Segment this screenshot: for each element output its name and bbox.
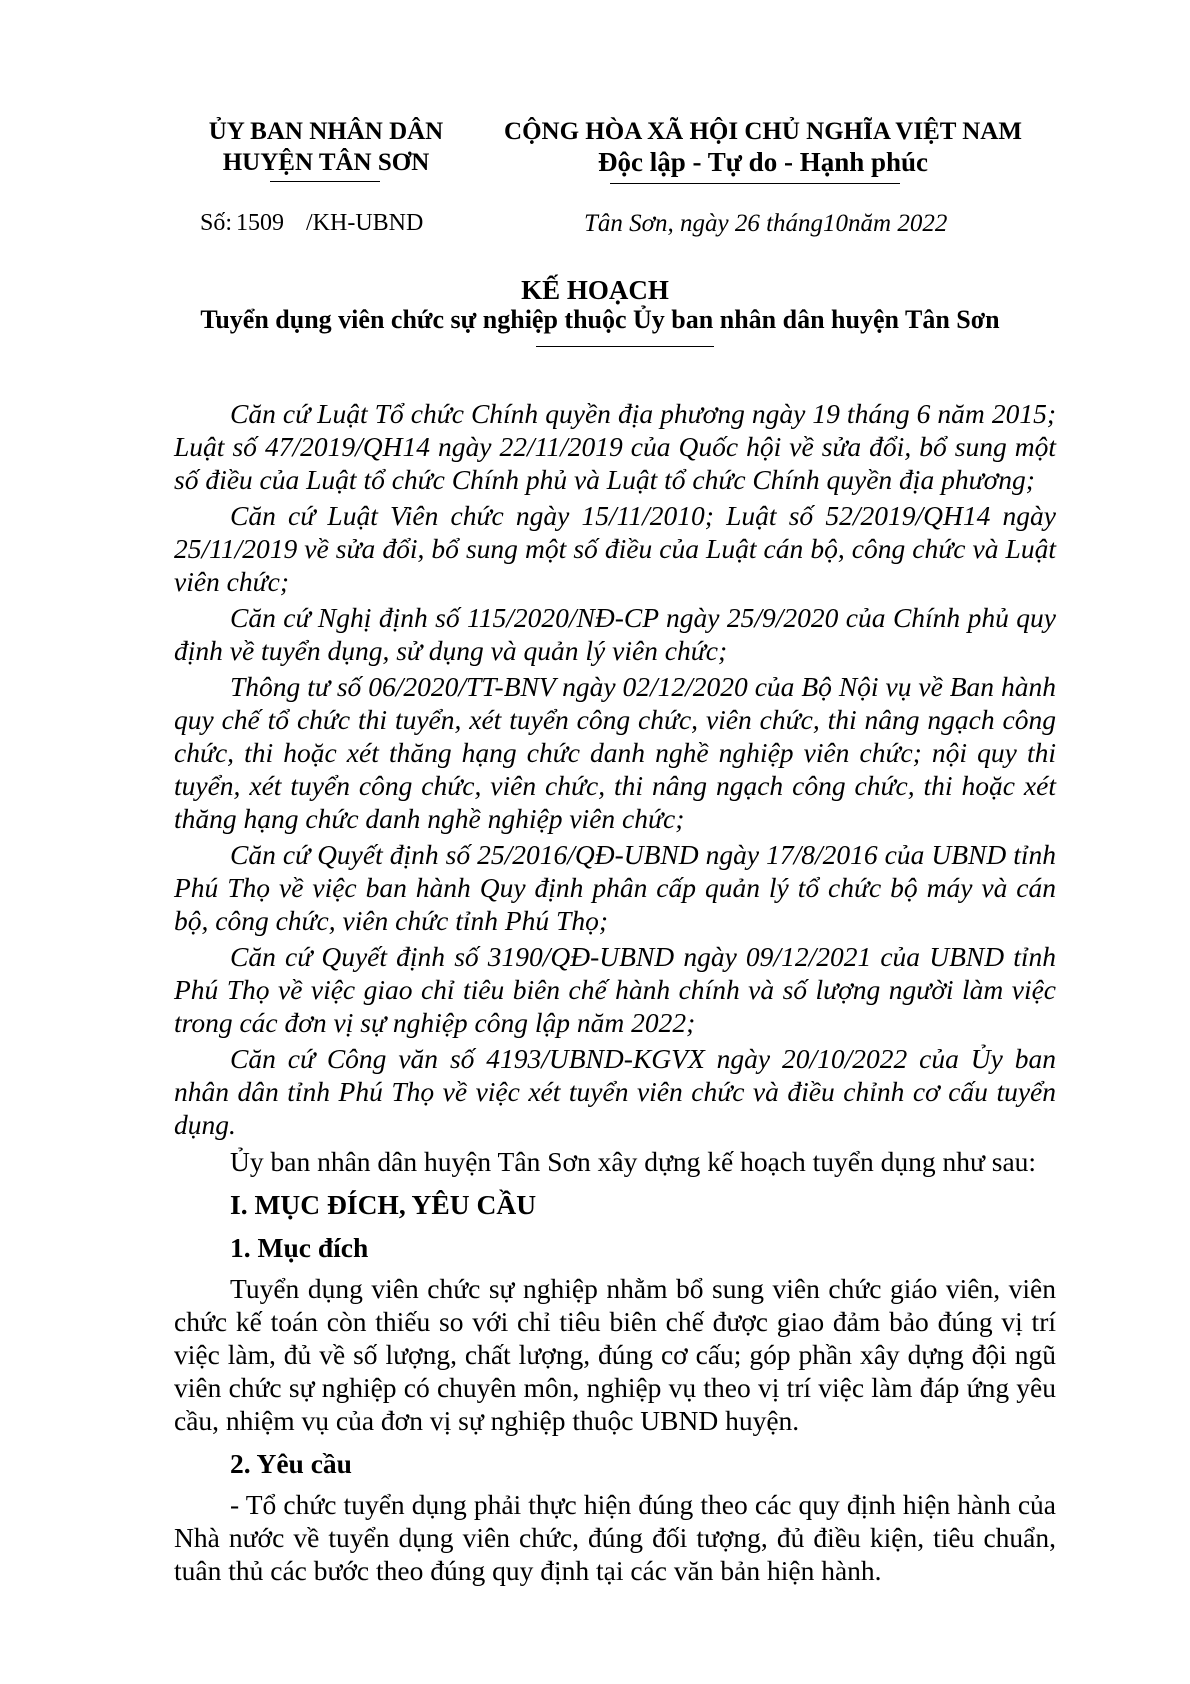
title-underline <box>536 346 714 347</box>
motto: Độc lập - Tự do - Hạnh phúc <box>597 147 929 177</box>
legal-basis-paragraph: Căn cứ Nghị định số 115/2020/NĐ-CP ngày 25/9/2020 của Chính phủ quy định về tuyển dụng, sử dụng và quản lý viên chức; <box>174 602 1056 666</box>
national-motto <box>498 116 1028 178</box>
document-number <box>200 210 423 237</box>
document-subtitle: Tuyển dụng viên chức sự nghiệp thuộc Ủy ban nhân dân huyện Tân Sơn <box>200 305 1000 334</box>
legal-basis-paragraph: Căn cứ Quyết định số 25/2016/QĐ-UBND ngày 17/8/2016 của UBND tỉnh Phú Thọ về việc ban hành Quy định phân cấp quản lý tổ chức bộ máy và cán bộ, công chức, viên chức tỉnh Phú Thọ; <box>174 839 1056 936</box>
document-title: KẾ HOẠCH <box>521 275 669 305</box>
intro-paragraph: Ủy ban nhân dân huyện Tân Sơn xây dựng kế hoạch tuyển dụng như sau: <box>230 1146 1037 1177</box>
authority-line-1: ỦY BAN NHÂN DÂN <box>208 118 444 145</box>
issuing-authority <box>176 116 476 178</box>
doc-number-suffix: /KH-UBND <box>306 210 424 236</box>
doc-number-label: Số: <box>200 210 233 236</box>
motto-underline <box>610 183 900 184</box>
legal-basis-paragraph: Căn cứ Quyết định số 3190/QĐ-UBND ngày 09/12/2021 của UBND tỉnh Phú Thọ về việc giao chỉ tiêu biên chế hành chính và số lượng người làm việc trong các đơn vị sự nghiệp công lập năm 2022; <box>174 941 1056 1038</box>
legal-basis-paragraph: Căn cứ Luật Viên chức ngày 15/11/2010; Luật số 52/2019/QH14 ngày 25/11/2019 về sửa đổi, bổ sung một số điều của Luật cán bộ, công chức và Luật viên chức; <box>174 500 1056 597</box>
authority-line-2: HUYỆN TÂN SƠN <box>222 149 430 176</box>
legal-basis-paragraph: Căn cứ Luật Tổ chức Chính quyền địa phương ngày 19 tháng 6 năm 2015; Luật số 47/2019/QH14 ngày 22/11/2019 của Quốc hội về sửa đổi, bổ sung một số điều của Luật tổ chức Chính phủ và Luật tổ chức Chính quyền địa phương; <box>174 398 1056 495</box>
nation-name: CỘNG HÒA XÃ HỘI CHỦ NGHĨA VIỆT NAM <box>504 118 1022 145</box>
doc-number-value: 1509 <box>236 210 285 236</box>
subsection-heading: 2. Yêu cầu <box>230 1448 352 1479</box>
body-paragraph: - Tổ chức tuyển dụng phải thực hiện đúng theo các quy định hiện hành của Nhà nước về tuyển dụng viên chức, đúng đối tượng, đủ điều kiện, tiêu chuẩn, tuân thủ các bước theo đúng quy định tại các văn bản hiện hành. <box>174 1489 1056 1586</box>
body-paragraph: Tuyển dụng viên chức sự nghiệp nhằm bổ sung viên chức giáo viên, viên chức kế toán còn thiếu so với chỉ tiêu biên chế được giao đảm bảo đúng vị trí việc làm, đủ về số lượng, chất lượng, đúng cơ cấu; góp phần xây dựng đội ngũ viên chức sự nghiệp có chuyên môn, nghiệp vụ theo vị trí việc làm đáp ứng yêu cầu, nhiệm vụ của đơn vị sự nghiệp thuộc UBND huyện. <box>174 1273 1056 1436</box>
authority-underline <box>270 181 380 182</box>
legal-basis-paragraph: Căn cứ Công văn số 4193/UBND-KGVX ngày 20/10/2022 của Ủy ban nhân dân tỉnh Phú Thọ về việc xét tuyển viên chức và điều chỉnh cơ cấu tuyển dụng. <box>174 1043 1056 1140</box>
legal-basis-paragraph: Thông tư số 06/2020/TT-BNV ngày 02/12/2020 của Bộ Nội vụ về Ban hành quy chế tổ chức thi tuyển, xét tuyển công chức, viên chức, thi nâng ngạch công chức, thi hoặc xét thăng hạng chức danh nghề nghiệp viên chức; nội quy thi tuyển, xét tuyển công chức, viên chức, thi nâng ngạch công chức, thi hoặc xét thăng hạng chức danh nghề nghiệp viên chức; <box>174 671 1056 834</box>
document-date: Tân Sơn, ngày 26 tháng10năm 2022 <box>584 210 948 237</box>
section-heading: I. MỤC ĐÍCH, YÊU CẦU <box>230 1189 537 1220</box>
document-body <box>174 397 1056 1590</box>
subsection-heading: 1. Mục đích <box>230 1232 369 1263</box>
